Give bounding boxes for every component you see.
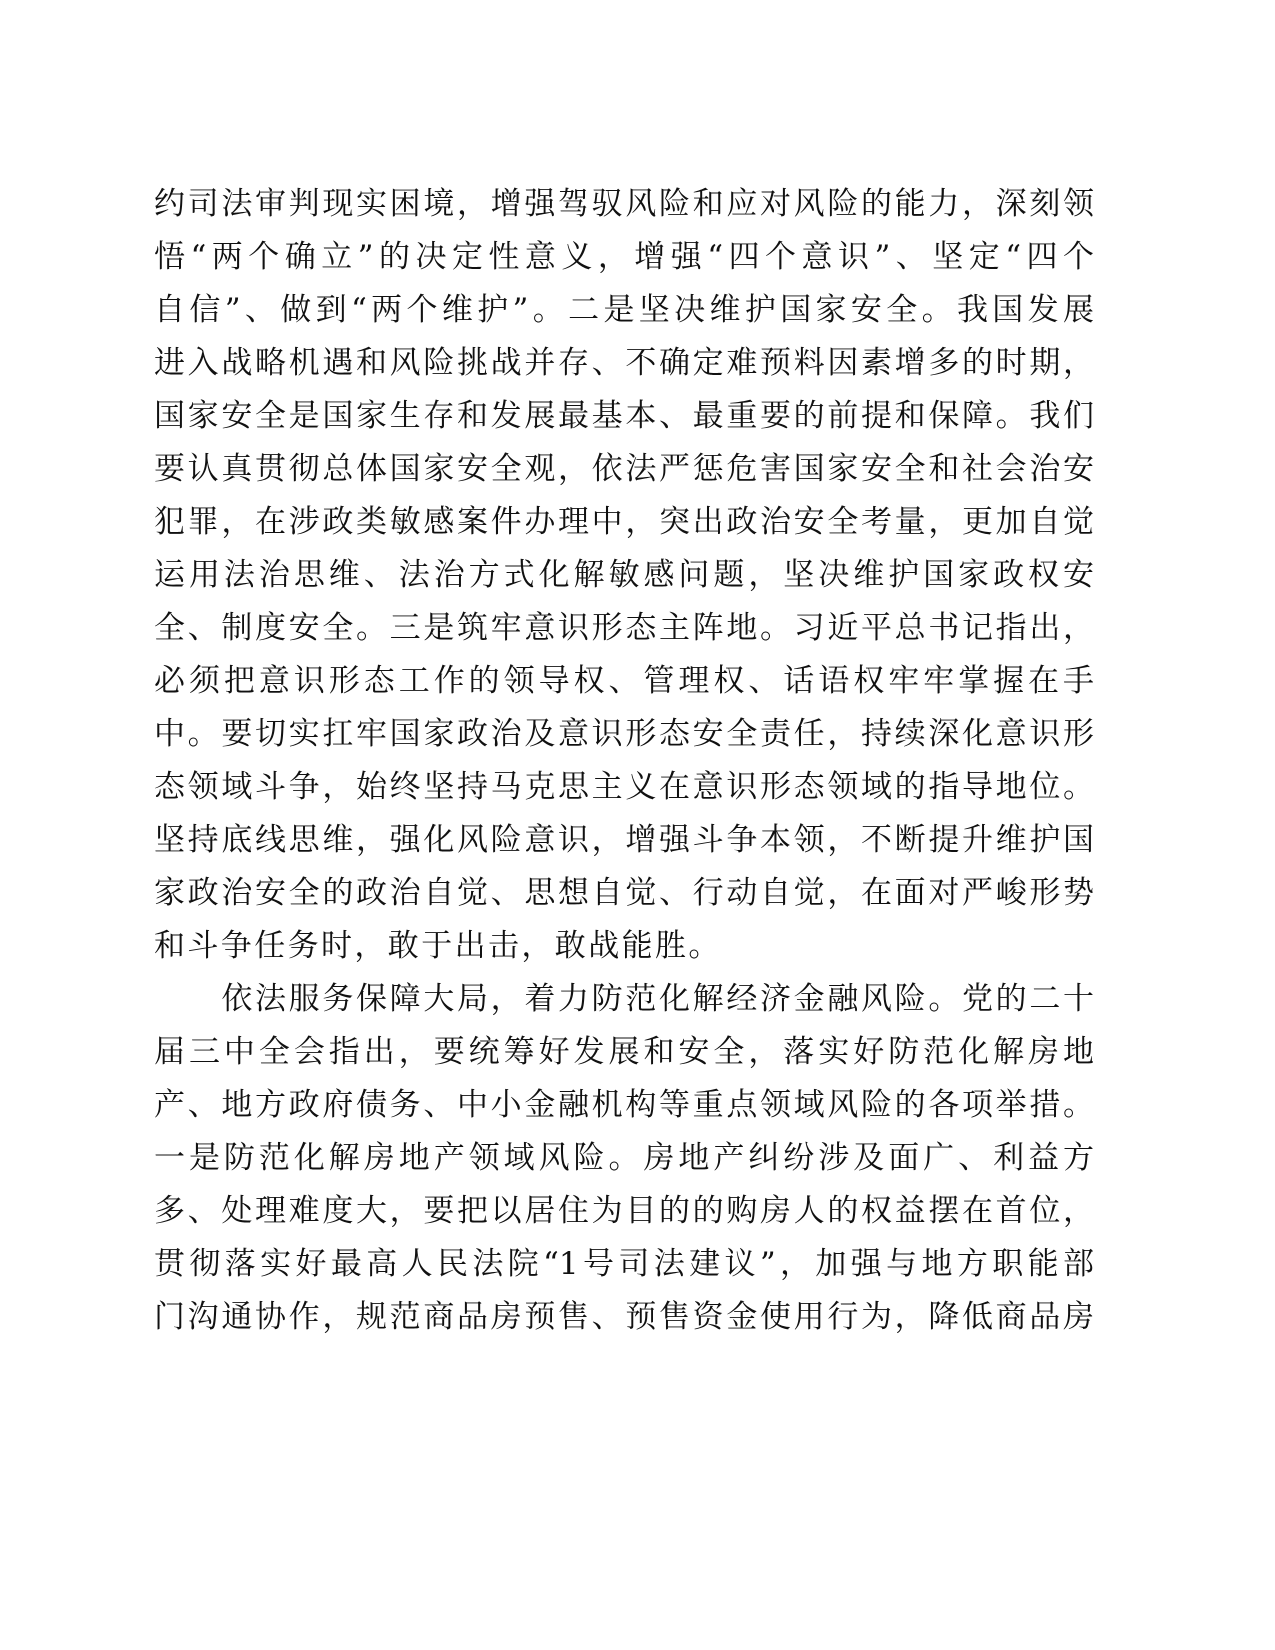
text-line: 贯彻落实好最高人民法院“1号司法建议”，加强与地方职能部	[154, 1246, 1094, 1282]
text-line: 犯罪，在涉政类敏感案件办理中，突出政治安全考量，更加自觉	[154, 504, 1094, 540]
text-line: 一是防范化解房地产领域风险。房地产纠纷涉及面广、利益方	[154, 1140, 1094, 1176]
text-line: 悟“两个确立”的决定性意义，增强“四个意识”、坚定“四个	[154, 239, 1094, 275]
text-line: 中。要切实扛牢国家政治及意识形态安全责任，持续深化意识形	[154, 716, 1094, 752]
body-text	[154, 178, 1094, 1344]
text-line: 坚持底线思维，强化风险意识，增强斗争本领，不断提升维护国	[154, 822, 1094, 858]
text-line: 自信”、做到“两个维护”。二是坚决维护国家安全。我国发展	[154, 292, 1094, 328]
text-line: 运用法治思维、法治方式化解敏感问题，坚决维护国家政权安	[154, 557, 1094, 593]
text-line: 必须把意识形态工作的领导权、管理权、话语权牢牢掌握在手	[154, 663, 1094, 699]
text-line: 产、地方政府债务、中小金融机构等重点领域风险的各项举措。	[154, 1087, 1094, 1123]
text-line: 全、制度安全。三是筑牢意识形态主阵地。习近平总书记指出，	[154, 610, 1094, 646]
text-line: 国家安全是国家生存和发展最基本、最重要的前提和保障。我们	[154, 398, 1094, 434]
text-line: 门沟通协作，规范商品房预售、预售资金使用行为，降低商品房	[154, 1299, 1094, 1335]
text-line: 家政治安全的政治自觉、思想自觉、行动自觉，在面对严峻形势	[154, 875, 1094, 911]
paragraph-end-line: 和斗争任务时，敢于出击，敢战能胜。	[154, 928, 722, 964]
text-line: 要认真贯彻总体国家安全观，依法严惩危害国家安全和社会治安	[154, 451, 1094, 487]
text-line: 进入战略机遇和风险挑战并存、不确定难预料因素增多的时期，	[154, 345, 1094, 381]
text-line: 约司法审判现实困境，增强驾驭风险和应对风险的能力，深刻领	[154, 186, 1094, 222]
paragraph-start-line: 依法服务保障大局，着力防范化解经济金融风险。党的二十	[154, 981, 1094, 1017]
text-line: 多、处理难度大，要把以居住为目的的购房人的权益摆在首位，	[154, 1193, 1094, 1229]
text-line: 届三中全会指出，要统筹好发展和安全，落实好防范化解房地	[154, 1034, 1094, 1070]
text-line: 态领域斗争，始终坚持马克思主义在意识形态领域的指导地位。	[154, 769, 1094, 805]
